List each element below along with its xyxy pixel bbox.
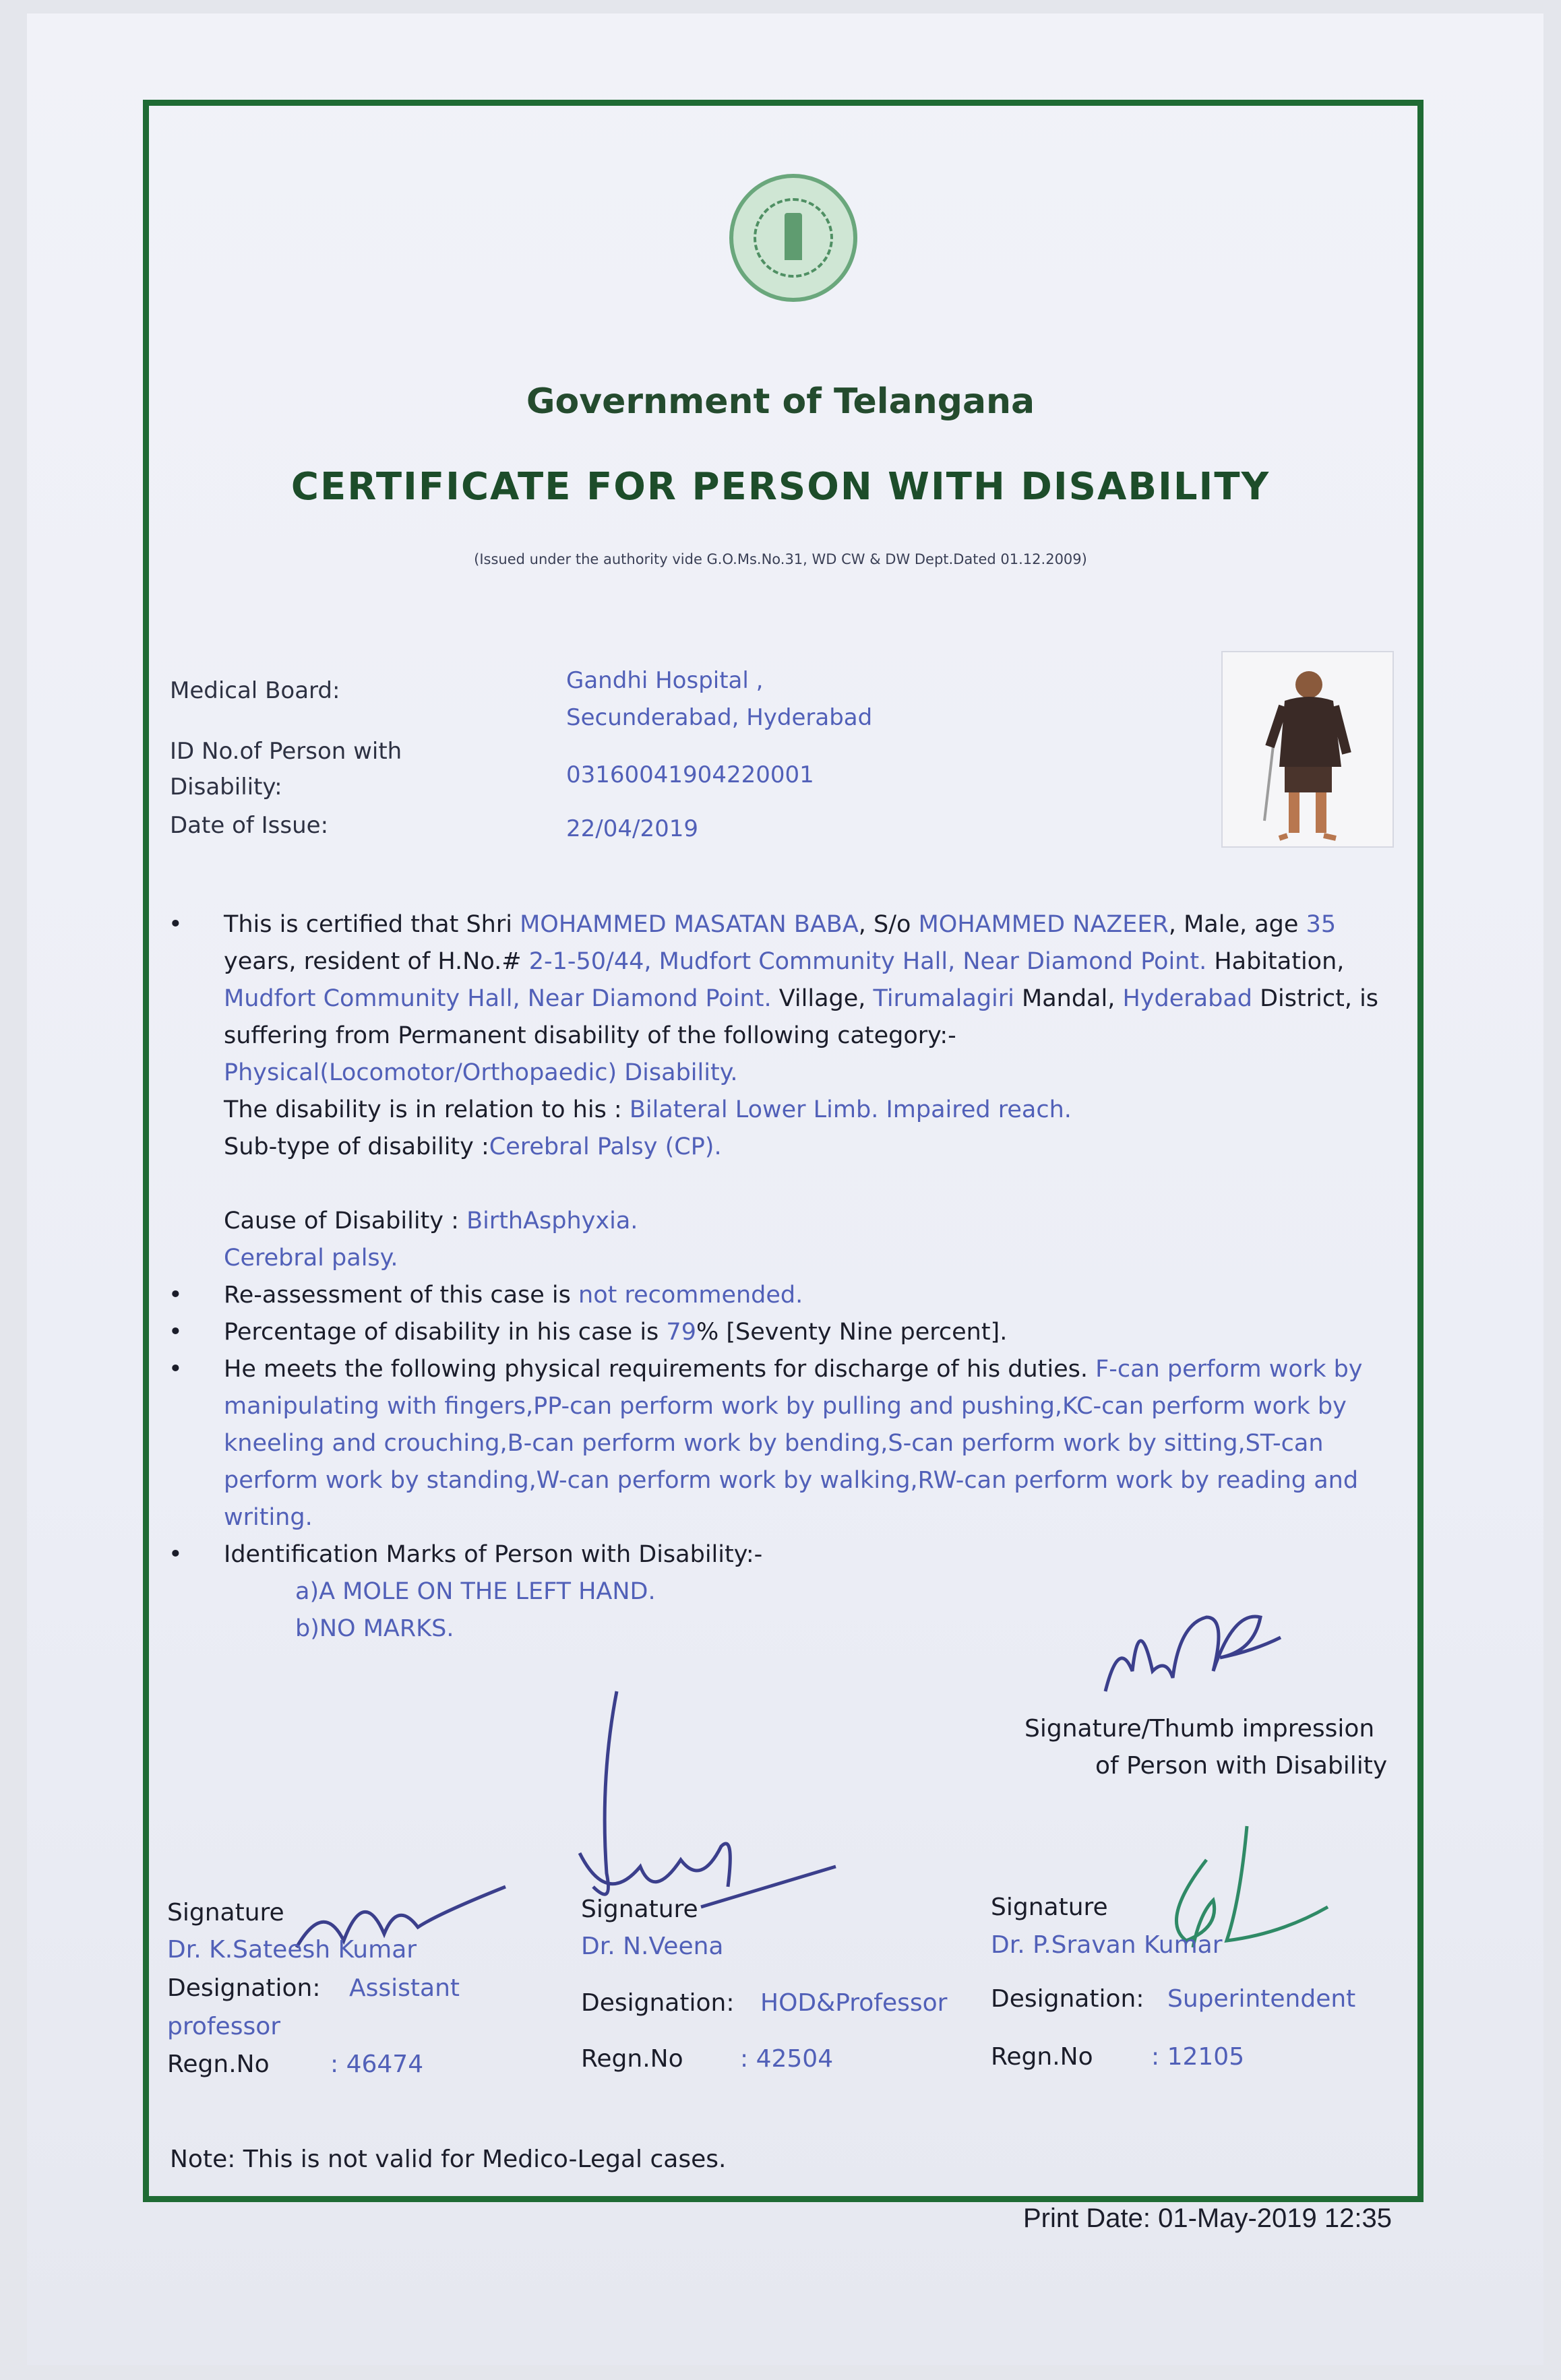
medical-board-line1: Gandhi Hospital , — [566, 667, 764, 694]
signatory-1-regn: : 46474 — [330, 2050, 424, 2078]
signatory-3-designation: Superintendent — [1167, 1985, 1356, 2013]
signatory-2-scribble — [566, 1685, 849, 1927]
person-photo — [1221, 651, 1394, 848]
person-name: MOHAMMED MASATAN BABA — [520, 911, 859, 938]
father-name: MOHAMMED NAZEER — [918, 911, 1169, 938]
habitation: Mudfort Community Hall, Near Diamond Point. — [224, 985, 772, 1012]
identification-marks: • Identification Marks of Person with Disability:- — [169, 1536, 1402, 1573]
id-label-line1: ID No.of Person with — [170, 738, 402, 765]
reassessment-line: • Re-assessment of this case is not recommended. — [169, 1277, 1402, 1314]
percentage-line: • Percentage of disability in his case is 79% [Seventy Nine percent]. — [169, 1314, 1402, 1351]
bullet-icon: • — [169, 911, 183, 938]
address: 2-1-50/44, Mudfort Community Hall, Near Diamond Point. — [528, 948, 1207, 975]
bullet-icon: • — [169, 1356, 183, 1383]
signatory-3-name: Dr. P.Sravan Kumar — [991, 1931, 1223, 1959]
cause-of-disability-2: Cerebral palsy. — [224, 1245, 398, 1272]
district: Hyderabad — [1122, 985, 1252, 1012]
physical-requirements: • He meets the following physical requirements for discharge of his duties. F-can perform work by manipulating with fingers,PP-can perform work by pulling and pushing,KC-can perform work by kneeling and crouching,B-can perform work by bending,S-can perform work by sitting,ST-can perform work by standing,W-can perform work by walking,RW-can perform work by reading and writing. — [169, 1351, 1402, 1536]
signatory-2-designation: HOD&Professor — [760, 1989, 948, 2017]
signatory-2-name: Dr. N.Veena — [581, 1933, 724, 1960]
state-emblem-icon — [729, 174, 857, 302]
medico-legal-note: Note: This is not valid for Medico-Legal cases. — [170, 2146, 727, 2173]
signatory-2-regn: : 42504 — [740, 2045, 834, 2073]
certification-paragraph: • This is certified that Shri MOHAMMED MASATAN BABA, S/o MOHAMMED NAZEER, Male, age 35 years, resident of H.No.# 2-1-50/44, Mudfort Community Hall, Near Diamond Point. Habitation, Mudfort Community Hall, Near Diamond Point. Village, Tirumalagiri Mandal, Hyderabad District, is suffering from Permanent disability of the following category:- Physical(Locomotor/Orthopaedic) Disability. The disability is in relation to his : Bilateral Lower Limb. Impaired reach. Sub-type of disability :Cerebral Palsy (CP). Cause of Disability : BirthAsphyxia. Cerebral palsy. — [169, 906, 1402, 1277]
certificate-body — [169, 906, 1402, 1648]
village: Tirumalagiri — [873, 985, 1014, 1012]
id-value: 03160041904220001 — [566, 761, 814, 788]
medical-board-label: Medical Board: — [170, 677, 340, 704]
person-signature-scribble — [1092, 1570, 1294, 1718]
bullet-icon: • — [169, 1319, 183, 1346]
signatory-3-regn: : 12105 — [1151, 2043, 1245, 2071]
date-of-issue-value: 22/04/2019 — [566, 815, 698, 842]
person-signature-line1: Signature/Thumb impression — [1024, 1715, 1375, 1743]
signatory-1-name: Dr. K.Sateesh Kumar — [167, 1936, 417, 1964]
identification-mark-a: a)A MOLE ON THE LEFT HAND. — [295, 1578, 656, 1605]
print-date: Print Date: 01-May-2019 12:35 — [1023, 2203, 1392, 2233]
disability-subtype: Cerebral Palsy (CP). — [489, 1133, 722, 1160]
certificate-title: CERTIFICATE FOR PERSON WITH DISABILITY — [290, 465, 1271, 509]
bullet-icon: • — [169, 1541, 183, 1568]
disability-category: Physical(Locomotor/Orthopaedic) Disability. — [224, 1059, 738, 1086]
government-heading: Government of Telangana — [526, 381, 1035, 422]
cause-of-disability: BirthAsphyxia. — [466, 1208, 638, 1234]
signatory-1-designation: Assistant — [349, 1974, 460, 2002]
id-label-line2: Disability: — [170, 774, 282, 801]
medical-board-line2: Secunderabad, Hyderabad — [566, 704, 873, 731]
identification-mark-b: b)NO MARKS. — [295, 1615, 454, 1642]
date-of-issue-label: Date of Issue: — [170, 812, 329, 839]
bullet-icon: • — [169, 1282, 183, 1309]
person-age: 35 — [1306, 911, 1337, 938]
percentage-value: 79 — [666, 1319, 696, 1346]
disability-relation: Bilateral Lower Limb. Impaired reach. — [629, 1096, 1072, 1123]
person-signature-line2: of Person with Disability — [1095, 1752, 1388, 1780]
authority-line: (Issued under the authority vide G.O.Ms.No.31, WD CW & DW Dept.Dated 01.12.2009) — [474, 551, 1087, 567]
